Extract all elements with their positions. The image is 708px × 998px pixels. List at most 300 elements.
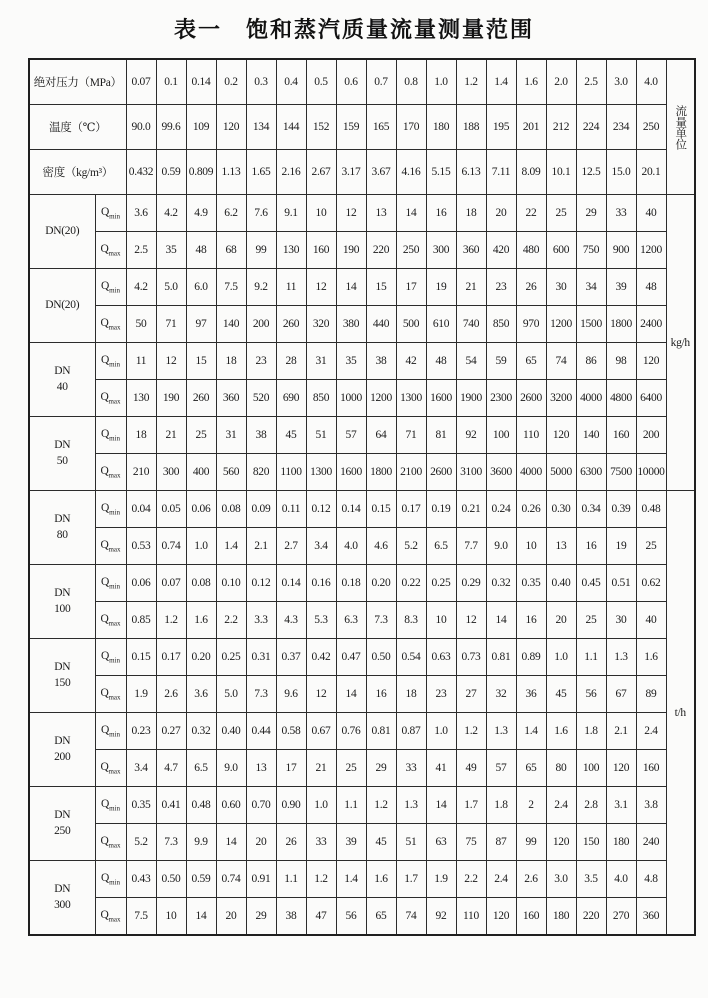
- qmin-value: 81: [426, 417, 456, 454]
- dn-label-line: 40: [56, 380, 68, 393]
- qmin-value: 0.14: [276, 565, 306, 602]
- dn-label-line: DN: [54, 882, 71, 895]
- qmin-value: 0.42: [306, 639, 336, 676]
- qmax-value: 20: [216, 898, 246, 936]
- temperature-value: 201: [516, 105, 546, 150]
- qmax-symbol: $Q_{max}$: [95, 898, 126, 936]
- qmin-value: 4.9: [186, 195, 216, 232]
- qmin-value: 0.45: [576, 565, 606, 602]
- qmax-value: 6400: [636, 380, 666, 417]
- qmin-value: 14: [396, 195, 426, 232]
- qmax-value: 4.3: [276, 602, 306, 639]
- qmax-value: 10000: [636, 454, 666, 491]
- qmax-value: 23: [426, 676, 456, 713]
- density-value: 2.16: [276, 150, 306, 195]
- qmax-value: 7.5: [126, 898, 156, 936]
- qmin-value: 4.2: [126, 269, 156, 306]
- qmax-value: 1800: [366, 454, 396, 491]
- qmax-value: 250: [396, 232, 426, 269]
- dn-label-line: DN(20): [45, 224, 80, 237]
- density-value: 12.5: [576, 150, 606, 195]
- pressure-value: 3.0: [606, 59, 636, 105]
- qmax-value: 4.6: [366, 528, 396, 565]
- qmax-value: 56: [576, 676, 606, 713]
- qmax-value: 850: [306, 380, 336, 417]
- qmin-value: 23: [486, 269, 516, 306]
- pressure-value: 0.07: [126, 59, 156, 105]
- qmax-value: 2.1: [246, 528, 276, 565]
- qmin-value: 1.0: [546, 639, 576, 676]
- qmax-value: 0.85: [126, 602, 156, 639]
- qmin-value: 2.2: [456, 861, 486, 898]
- qmin-value: 0.05: [156, 491, 186, 528]
- qmin-value: 30: [546, 269, 576, 306]
- qmin-value: 1.3: [606, 639, 636, 676]
- qmin-value: 11: [276, 269, 306, 306]
- qmax-value: 260: [186, 380, 216, 417]
- temperature-value: 224: [576, 105, 606, 150]
- qmin-value: 4.2: [156, 195, 186, 232]
- qmin-value: 0.29: [456, 565, 486, 602]
- qmin-value: 0.67: [306, 713, 336, 750]
- temperature-value: 159: [336, 105, 366, 150]
- dn-label: [29, 713, 95, 787]
- dn-label-line: DN(20): [45, 298, 80, 311]
- qmax-value: 2.7: [276, 528, 306, 565]
- qmax-value: 14: [486, 602, 516, 639]
- qmin-value: 1.4: [516, 713, 546, 750]
- qmin-value: 0.17: [396, 491, 426, 528]
- qmin-value: 1.0: [306, 787, 336, 824]
- qmax-value: 180: [546, 898, 576, 936]
- qmax-value: 600: [546, 232, 576, 269]
- qmax-value: 16: [366, 676, 396, 713]
- qmax-value: 300: [426, 232, 456, 269]
- qmax-value: 2100: [396, 454, 426, 491]
- dn-label-line: DN: [54, 438, 71, 451]
- qmax-symbol: $Q_{max}$: [95, 380, 126, 417]
- qmin-value: 0.18: [336, 565, 366, 602]
- qmax-value: 360: [216, 380, 246, 417]
- qmin-value: 110: [516, 417, 546, 454]
- qmax-value: 1100: [276, 454, 306, 491]
- density-value: 2.67: [306, 150, 336, 195]
- qmin-value: 0.89: [516, 639, 546, 676]
- qmax-value: 14: [216, 824, 246, 861]
- qmin-value: 0.16: [306, 565, 336, 602]
- qmax-value: 50: [126, 306, 156, 343]
- qmax-value: 80: [546, 750, 576, 787]
- qmin-value: 0.87: [396, 713, 426, 750]
- qmax-value: 220: [366, 232, 396, 269]
- qmin-symbol: $Q_{min}$: [95, 491, 126, 528]
- qmin-value: 160: [606, 417, 636, 454]
- qmax-value: 97: [186, 306, 216, 343]
- qmax-value: 20: [546, 602, 576, 639]
- qmin-value: 0.07: [156, 565, 186, 602]
- qmax-value: 7.7: [456, 528, 486, 565]
- qmin-value: 26: [516, 269, 546, 306]
- dn-label: [29, 491, 95, 565]
- qmin-value: 92: [456, 417, 486, 454]
- qmin-value: 57: [336, 417, 366, 454]
- qmin-value: 45: [276, 417, 306, 454]
- qmin-value: 0.48: [186, 787, 216, 824]
- temperature-value: 195: [486, 105, 516, 150]
- dn-label: [29, 787, 95, 861]
- qmin-value: 14: [336, 269, 366, 306]
- qmax-value: 1300: [396, 380, 426, 417]
- dn-label: [29, 269, 95, 343]
- qmin-value: 120: [546, 417, 576, 454]
- qmin-value: 0.15: [126, 639, 156, 676]
- temperature-value: 109: [186, 105, 216, 150]
- qmax-value: 25: [636, 528, 666, 565]
- dn-label-line: 80: [56, 528, 68, 541]
- qmax-value: 1000: [336, 380, 366, 417]
- qmin-value: 1.1: [336, 787, 366, 824]
- qmin-value: 0.35: [126, 787, 156, 824]
- qmax-symbol: $Q_{max}$: [95, 676, 126, 713]
- qmin-value: 22: [516, 195, 546, 232]
- pressure-value: 0.7: [366, 59, 396, 105]
- dn-label-line: DN: [54, 364, 71, 377]
- qmax-value: 25: [336, 750, 366, 787]
- qmin-value: 5.0: [156, 269, 186, 306]
- qmin-value: 0.14: [336, 491, 366, 528]
- qmax-value: 2400: [636, 306, 666, 343]
- qmin-value: 0.24: [486, 491, 516, 528]
- qmin-value: 2.4: [636, 713, 666, 750]
- qmax-value: 9.6: [276, 676, 306, 713]
- pressure-value: 1.6: [516, 59, 546, 105]
- qmin-value: 23: [246, 343, 276, 380]
- qmax-value: 40: [636, 602, 666, 639]
- qmin-value: 0.06: [126, 565, 156, 602]
- qmin-value: 11: [126, 343, 156, 380]
- qmax-value: 320: [306, 306, 336, 343]
- qmin-value: 0.20: [186, 639, 216, 676]
- qmax-value: 380: [336, 306, 366, 343]
- qmin-value: 65: [516, 343, 546, 380]
- temperature-value: 120: [216, 105, 246, 150]
- qmax-value: 260: [276, 306, 306, 343]
- temperature-value: 170: [396, 105, 426, 150]
- qmin-value: 48: [426, 343, 456, 380]
- qmax-value: 100: [576, 750, 606, 787]
- qmax-value: 180: [606, 824, 636, 861]
- temperature-value: 212: [546, 105, 576, 150]
- qmin-value: 100: [486, 417, 516, 454]
- qmin-value: 2.8: [576, 787, 606, 824]
- qmin-value: 12: [336, 195, 366, 232]
- qmax-value: 17: [276, 750, 306, 787]
- dn-label-line: DN: [54, 512, 71, 525]
- qmin-value: 1.8: [576, 713, 606, 750]
- qmax-value: 29: [246, 898, 276, 936]
- qmin-value: 0.31: [246, 639, 276, 676]
- qmax-symbol: $Q_{max}$: [95, 602, 126, 639]
- dn-label: [29, 417, 95, 491]
- dn-label-line: DN: [54, 808, 71, 821]
- temperature-value: 165: [366, 105, 396, 150]
- flow-unit-t-h: t/h: [666, 491, 695, 936]
- qmax-value: 820: [246, 454, 276, 491]
- density-value: 3.17: [336, 150, 366, 195]
- qmin-value: 1.1: [276, 861, 306, 898]
- pressure-value: 0.5: [306, 59, 336, 105]
- density-value: 6.13: [456, 150, 486, 195]
- qmin-value: 1.4: [336, 861, 366, 898]
- dn-label-line: 100: [54, 602, 71, 615]
- qmax-value: 360: [636, 898, 666, 936]
- qmin-value: 19: [426, 269, 456, 306]
- qmax-value: 1800: [606, 306, 636, 343]
- qmin-symbol: $Q_{min}$: [95, 195, 126, 232]
- qmax-value: 75: [456, 824, 486, 861]
- qmin-value: 15: [186, 343, 216, 380]
- qmin-symbol: $Q_{min}$: [95, 269, 126, 306]
- qmax-value: 120: [486, 898, 516, 936]
- qmax-value: 0.53: [126, 528, 156, 565]
- qmax-value: 970: [516, 306, 546, 343]
- qmin-value: 1.2: [456, 713, 486, 750]
- qmin-value: 35: [336, 343, 366, 380]
- pressure-value: 1.0: [426, 59, 456, 105]
- qmin-value: 0.25: [426, 565, 456, 602]
- qmin-value: 86: [576, 343, 606, 380]
- qmin-value: 98: [606, 343, 636, 380]
- qmin-value: 0.21: [456, 491, 486, 528]
- qmin-value: 9.2: [246, 269, 276, 306]
- qmax-value: 10: [516, 528, 546, 565]
- density-value: 4.16: [396, 150, 426, 195]
- qmin-value: 0.90: [276, 787, 306, 824]
- qmax-symbol: $Q_{max}$: [95, 528, 126, 565]
- qmin-value: 0.30: [546, 491, 576, 528]
- qmin-value: 7.6: [246, 195, 276, 232]
- density-value: 10.1: [546, 150, 576, 195]
- qmin-value: 21: [456, 269, 486, 306]
- qmax-value: 71: [156, 306, 186, 343]
- qmin-value: 38: [246, 417, 276, 454]
- qmax-value: 1.4: [216, 528, 246, 565]
- qmin-value: 0.41: [156, 787, 186, 824]
- qmax-value: 67: [606, 676, 636, 713]
- qmin-value: 0.51: [606, 565, 636, 602]
- density-value: 0.432: [126, 150, 156, 195]
- qmax-value: 5.2: [396, 528, 426, 565]
- qmax-value: 16: [576, 528, 606, 565]
- qmin-value: 4.8: [636, 861, 666, 898]
- temperature-value: 90.0: [126, 105, 156, 150]
- qmax-symbol: $Q_{max}$: [95, 232, 126, 269]
- qmax-value: 1900: [456, 380, 486, 417]
- qmax-value: 87: [486, 824, 516, 861]
- qmax-symbol: $Q_{max}$: [95, 306, 126, 343]
- pressure-value: 0.4: [276, 59, 306, 105]
- qmax-value: 35: [156, 232, 186, 269]
- qmin-value: 7.5: [216, 269, 246, 306]
- qmin-value: 0.47: [336, 639, 366, 676]
- qmax-value: 36: [516, 676, 546, 713]
- qmax-value: 68: [216, 232, 246, 269]
- density-value: 1.65: [246, 150, 276, 195]
- qmax-value: 45: [546, 676, 576, 713]
- qmax-value: 89: [636, 676, 666, 713]
- temperature-value: 134: [246, 105, 276, 150]
- qmax-value: 5.0: [216, 676, 246, 713]
- qmax-value: 56: [336, 898, 366, 936]
- qmax-value: 6.5: [186, 750, 216, 787]
- qmax-value: 1600: [336, 454, 366, 491]
- qmin-value: 2.4: [486, 861, 516, 898]
- qmin-value: 1.7: [396, 861, 426, 898]
- qmax-value: 120: [606, 750, 636, 787]
- qmin-value: 0.91: [246, 861, 276, 898]
- row-label-pressure: 绝对压力（MPa）: [29, 59, 126, 105]
- qmin-value: 0.43: [126, 861, 156, 898]
- qmax-value: 1600: [426, 380, 456, 417]
- density-value: 3.67: [366, 150, 396, 195]
- qmin-value: 28: [276, 343, 306, 380]
- qmin-value: 0.59: [186, 861, 216, 898]
- qmin-value: 0.25: [216, 639, 246, 676]
- qmax-value: 1200: [546, 306, 576, 343]
- qmax-value: 120: [546, 824, 576, 861]
- qmax-value: 610: [426, 306, 456, 343]
- qmax-value: 26: [276, 824, 306, 861]
- qmin-value: 71: [396, 417, 426, 454]
- qmax-value: 210: [126, 454, 156, 491]
- qmin-value: 51: [306, 417, 336, 454]
- qmax-value: 740: [456, 306, 486, 343]
- qmax-value: 9.0: [216, 750, 246, 787]
- dn-label: [29, 565, 95, 639]
- qmin-value: 10: [306, 195, 336, 232]
- qmax-value: 3.3: [246, 602, 276, 639]
- qmin-value: 0.08: [216, 491, 246, 528]
- qmax-value: 9.9: [186, 824, 216, 861]
- pressure-value: 0.14: [186, 59, 216, 105]
- qmin-value: 18: [456, 195, 486, 232]
- qmax-value: 240: [636, 824, 666, 861]
- qmin-value: 0.04: [126, 491, 156, 528]
- qmin-value: 0.12: [246, 565, 276, 602]
- qmax-value: 440: [366, 306, 396, 343]
- qmax-value: 65: [366, 898, 396, 936]
- qmax-value: 160: [636, 750, 666, 787]
- qmin-value: 40: [636, 195, 666, 232]
- qmax-value: 4800: [606, 380, 636, 417]
- density-value: 1.13: [216, 150, 246, 195]
- qmin-value: 3.6: [126, 195, 156, 232]
- qmax-value: 4.7: [156, 750, 186, 787]
- qmax-value: 13: [546, 528, 576, 565]
- qmax-value: 14: [186, 898, 216, 936]
- qmax-value: 20: [246, 824, 276, 861]
- qmax-value: 33: [306, 824, 336, 861]
- qmax-value: 420: [486, 232, 516, 269]
- qmin-value: 3.1: [606, 787, 636, 824]
- qmax-value: 7.3: [246, 676, 276, 713]
- qmin-value: 0.60: [216, 787, 246, 824]
- flow-unit-column-header: 流量单位: [666, 59, 695, 195]
- qmin-value: 12: [156, 343, 186, 380]
- qmax-value: 99: [516, 824, 546, 861]
- qmax-value: 2600: [516, 380, 546, 417]
- temperature-value: 250: [636, 105, 666, 150]
- pressure-value: 2.0: [546, 59, 576, 105]
- qmin-value: 25: [546, 195, 576, 232]
- density-value: 5.15: [426, 150, 456, 195]
- qmin-value: 0.08: [186, 565, 216, 602]
- qmin-value: 0.10: [216, 565, 246, 602]
- qmax-value: 3.4: [306, 528, 336, 565]
- qmin-value: 0.40: [216, 713, 246, 750]
- qmax-value: 19: [606, 528, 636, 565]
- qmin-value: 31: [306, 343, 336, 380]
- dn-label-line: 250: [54, 824, 71, 837]
- qmax-value: 39: [336, 824, 366, 861]
- qmin-value: 0.39: [606, 491, 636, 528]
- qmax-value: 3200: [546, 380, 576, 417]
- qmax-value: 140: [216, 306, 246, 343]
- dn-label-line: DN: [54, 660, 71, 673]
- qmin-value: 1.6: [636, 639, 666, 676]
- dn-label-line: DN: [54, 734, 71, 747]
- qmax-value: 2600: [426, 454, 456, 491]
- qmin-value: 0.48: [636, 491, 666, 528]
- qmin-value: 13: [366, 195, 396, 232]
- qmax-value: 49: [456, 750, 486, 787]
- qmax-value: 6.3: [336, 602, 366, 639]
- qmin-value: 0.76: [336, 713, 366, 750]
- qmin-value: 0.17: [156, 639, 186, 676]
- qmax-value: 13: [246, 750, 276, 787]
- pressure-value: 4.0: [636, 59, 666, 105]
- qmax-value: 99: [246, 232, 276, 269]
- qmax-value: 1300: [306, 454, 336, 491]
- qmax-value: 4000: [516, 454, 546, 491]
- qmax-value: 47: [306, 898, 336, 936]
- qmin-value: 3.8: [636, 787, 666, 824]
- qmin-value: 4.0: [606, 861, 636, 898]
- qmin-symbol: $Q_{min}$: [95, 639, 126, 676]
- qmax-value: 2.5: [126, 232, 156, 269]
- qmax-value: 9.0: [486, 528, 516, 565]
- density-value: 8.09: [516, 150, 546, 195]
- qmin-value: 33: [606, 195, 636, 232]
- qmax-value: 48: [186, 232, 216, 269]
- qmax-value: 10: [426, 602, 456, 639]
- qmax-value: 57: [486, 750, 516, 787]
- qmin-value: 42: [396, 343, 426, 380]
- qmin-value: 0.22: [396, 565, 426, 602]
- qmin-value: 0.50: [366, 639, 396, 676]
- qmax-value: 270: [606, 898, 636, 936]
- qmax-value: 18: [396, 676, 426, 713]
- qmax-value: 360: [456, 232, 486, 269]
- temperature-value: 152: [306, 105, 336, 150]
- qmax-value: 12: [306, 676, 336, 713]
- qmax-value: 27: [456, 676, 486, 713]
- qmin-value: 31: [216, 417, 246, 454]
- qmax-value: 110: [456, 898, 486, 936]
- qmax-value: 4000: [576, 380, 606, 417]
- qmax-value: 1500: [576, 306, 606, 343]
- qmax-value: 63: [426, 824, 456, 861]
